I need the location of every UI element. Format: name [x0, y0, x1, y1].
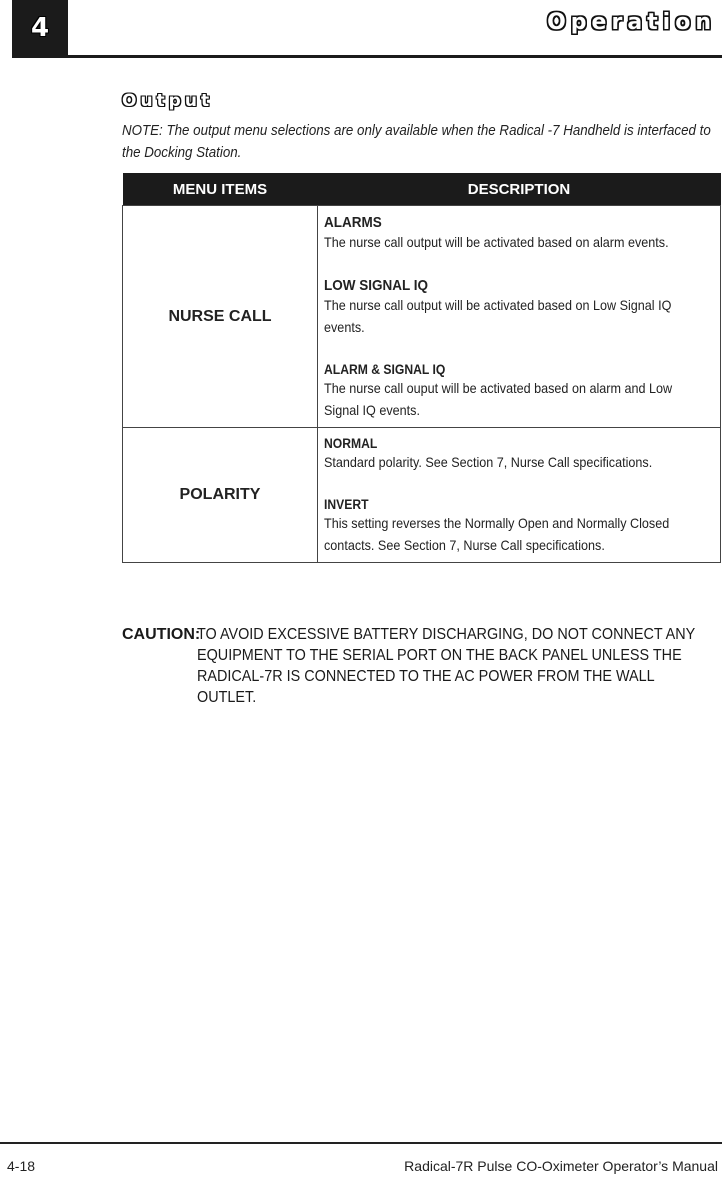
page-number: 4-18 — [7, 1158, 36, 1174]
column-header-menu-items: MENU ITEMS — [123, 173, 318, 206]
option-title: LOW SIGNAL IQ — [324, 277, 429, 294]
output-menu-table — [122, 173, 721, 563]
chapter-number: 4 — [30, 12, 50, 43]
option-title: INVERT — [324, 497, 369, 512]
option-text: The nurse call output will be activated based on Low Signal IQ events. — [324, 297, 672, 335]
menu-item-nurse-call: NURSE CALL — [123, 206, 318, 428]
footer-rule — [0, 1142, 722, 1144]
table-row-nurse-call — [123, 206, 721, 428]
chapter-number-box — [12, 0, 68, 55]
header-rule — [12, 55, 722, 58]
description-cell — [318, 206, 721, 428]
option-text: The nurse call output will be activated based on alarm events. — [324, 234, 669, 250]
column-header-description: DESCRIPTION — [318, 173, 721, 206]
option-text: This setting reverses the Normally Open and Normally Closed contacts. See Section 7, Nurse Call specifications. — [324, 515, 670, 553]
section-note: NOTE: The output menu selections are only available when the Radical -7 Handheld is interfaced to the Docking Station. — [122, 123, 711, 161]
description-cell — [318, 428, 721, 563]
menu-item-polarity: POLARITY — [123, 428, 318, 563]
chapter-title: Operation — [547, 10, 716, 35]
option-title: ALARM & SIGNAL IQ — [324, 362, 446, 377]
caution-text: TO AVOID EXCESSIVE BATTERY DISCHARGING, DO NOT CONNECT ANY EQUIPMENT TO THE SERIAL PORT ON THE BACK PANEL UNLESS THE RADICAL-7R IS CONNECTED TO THE AC POWER FROM THE WALL OUTLET. — [197, 626, 695, 706]
option-title: NORMAL — [324, 436, 378, 451]
option-text: The nurse call ouput will be activated based on alarm and Low Signal IQ events. — [324, 380, 673, 418]
option-title: ALARMS — [324, 214, 382, 231]
section-heading: Output — [122, 91, 214, 111]
caution-label: CAUTION: — [122, 626, 201, 643]
manual-title: Radical-7R Pulse CO-Oximeter Operator’s Manual — [404, 1158, 718, 1174]
option-text: Standard polarity. See Section 7, Nurse Call specifications. — [324, 454, 653, 470]
table-header-row — [123, 173, 721, 206]
table-row-polarity — [123, 428, 721, 563]
